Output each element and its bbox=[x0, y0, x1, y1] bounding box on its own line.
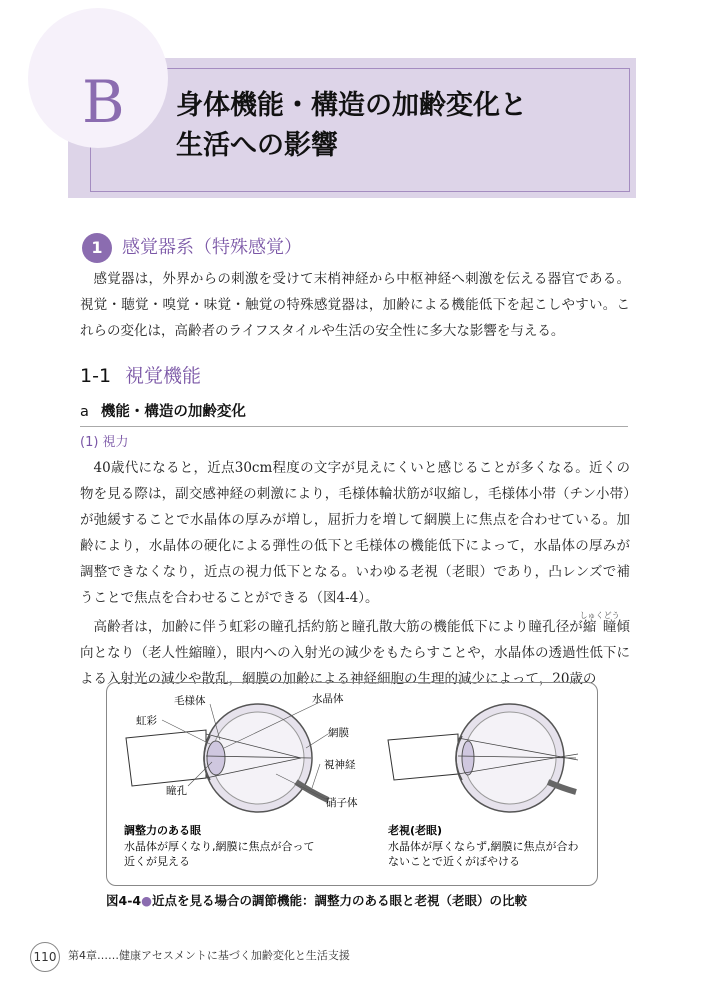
subsubsection-title: 機能・構造の加齢変化 bbox=[100, 404, 246, 420]
left-lens-shape bbox=[207, 741, 225, 775]
page-number: 110 bbox=[30, 942, 60, 972]
page-title-line2: 生活への影響 bbox=[176, 130, 338, 161]
figure-bullet: ● bbox=[141, 893, 153, 908]
ruby-reading: しゅくどう bbox=[579, 611, 620, 620]
body-paragraph-2-end: 傾向となり（老人性縮瞳），眼内への入射光の減少をもたらすことや，水晶体の透過性低下による入射光の減少や散乱，網膜の加齢による神経細胞の生理的減少によって，20歳の bbox=[80, 619, 631, 687]
figure-caption bbox=[106, 892, 527, 910]
subsection-title: 視覚機能 bbox=[125, 365, 202, 387]
chapter-footer: 第4章……健康アセスメントに基づく加齢変化と生活支援 bbox=[68, 949, 350, 962]
right-caption-line1: 水晶体が厚くならず,網膜に焦点が合わ bbox=[388, 840, 579, 853]
subsection-heading bbox=[80, 362, 201, 390]
page-title bbox=[176, 86, 616, 166]
eye-figure bbox=[106, 682, 598, 886]
right-vitreous-shape bbox=[464, 712, 556, 804]
body-paragraph-2-start: 高齢者は，加齢に伴う虹彩の瞳孔括約筋と瞳孔散大筋の機能低下により瞳孔径が bbox=[93, 619, 583, 635]
right-eye-diagram bbox=[388, 704, 578, 812]
ruby-word bbox=[579, 611, 620, 635]
body-paragraphs bbox=[80, 455, 630, 692]
label-iris: 虹彩 bbox=[136, 715, 157, 727]
subsection-number: 1-1 bbox=[80, 365, 112, 387]
item-heading: (1) 視力 bbox=[80, 435, 129, 450]
right-text-card-shape bbox=[388, 734, 458, 780]
left-text-card-shape bbox=[126, 730, 206, 786]
left-caption-title: 調整力のある眼 bbox=[124, 824, 201, 837]
section-paragraph bbox=[80, 266, 630, 344]
body-paragraph-1: 40歳代になると，近点30cm程度の文字が見えにくいと感じることが多くなる。近くの物を見る際は，副交感神経の刺激により，毛様体輪状筋が収縮し，毛様体小帯（チン小帯）が弛緩することで水晶体の厚みが増し，屈折力を増して網膜上に焦点を合わせている。加齢により，水晶体の硬化による弾性の低下と毛様体の機能低下によって，水晶体の厚みが調整できなくなり，近点の視力低下となる。いわゆる老視（老眼）であり，凸レンズで補うことで焦点を合わせることができる（図4-4）。 bbox=[80, 460, 630, 606]
figure-caption-text: 近点を見る場合の調節機能：調整力のある眼と老視（老眼）の比較 bbox=[152, 893, 528, 908]
left-caption-line2: 近くが見える bbox=[124, 855, 190, 868]
optic-nerve-leader bbox=[312, 764, 320, 788]
page-title-line1: 身体機能・構造の加齢変化と bbox=[176, 90, 527, 121]
label-vitreous: 硝子体 bbox=[326, 797, 358, 809]
label-optic-nerve: 視神経 bbox=[324, 759, 356, 771]
right-lens-shape bbox=[462, 741, 474, 775]
right-caption-title: 老視(老眼) bbox=[388, 824, 443, 837]
figure-number: 図4-4 bbox=[106, 893, 142, 908]
subsubsection-heading bbox=[80, 400, 628, 427]
right-caption-line2: ないことで近くがぼやける bbox=[388, 855, 520, 868]
header-section-letter: B bbox=[82, 68, 125, 136]
section-intro-text: 感覚器は，外界からの刺激を受けて末梢神経から中枢神経へ刺激を伝える器官である。視覚・聴覚・嗅覚・味覚・触覚の特殊感覚器は，加齢による機能低下を起こしやすい。これらの変化は，高齢者のライフスタイルや生活の安全性に多大な影響を与える。 bbox=[80, 271, 630, 339]
label-retina: 網膜 bbox=[328, 727, 349, 739]
left-caption-line1: 水晶体が厚くなり,網膜に焦点が合って bbox=[124, 840, 315, 853]
body-paragraph-2 bbox=[80, 611, 630, 692]
label-pupil: 瞳孔 bbox=[166, 785, 187, 797]
label-lens: 水晶体 bbox=[312, 693, 344, 705]
section-number-badge: 1 bbox=[82, 233, 112, 263]
section-title: 感覚器系（特殊感覚） bbox=[122, 237, 302, 258]
label-ciliary: 毛様体 bbox=[174, 695, 206, 707]
subsubsection-letter: a bbox=[80, 404, 89, 420]
ruby-base: 縮瞳 bbox=[579, 619, 620, 635]
